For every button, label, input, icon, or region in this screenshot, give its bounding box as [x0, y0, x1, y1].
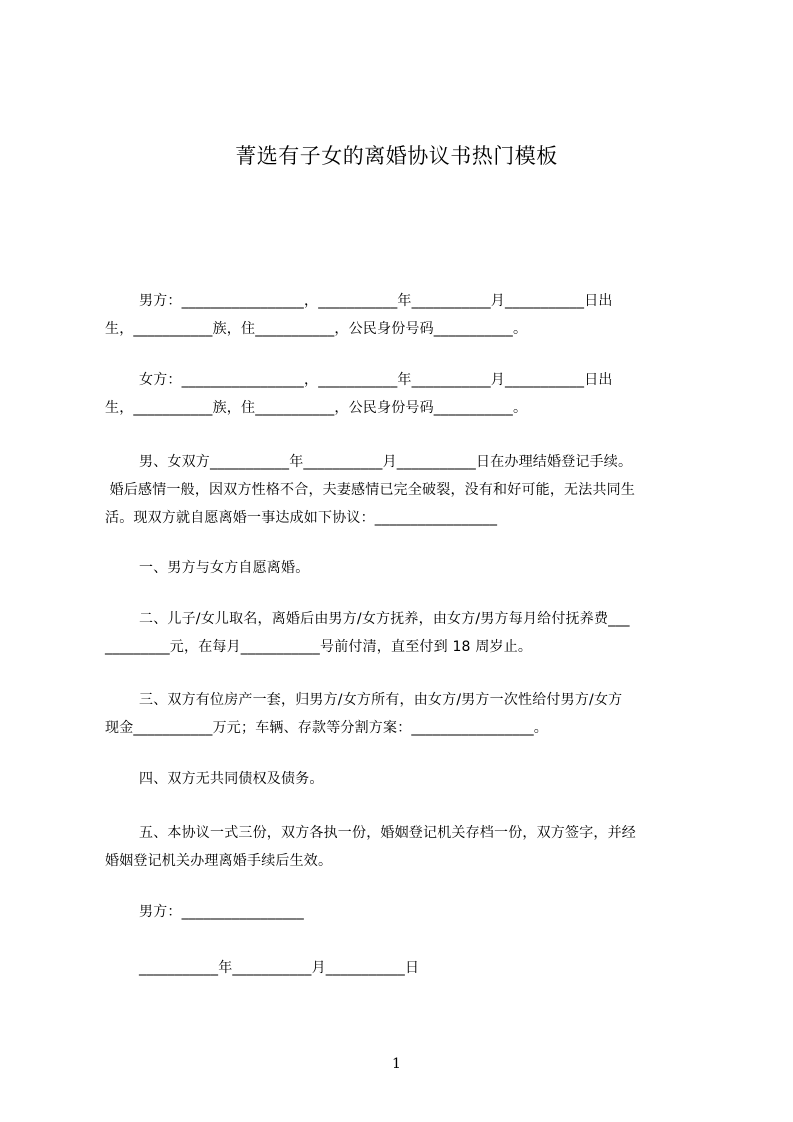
clause-2	[105, 605, 705, 661]
document-title: 菁选有子女的离婚协议书热门模板	[235, 144, 558, 168]
clause-2-line-2: _________元，在每月___________号前付清，直至付到 18 周岁止。	[105, 639, 533, 655]
clause-5	[105, 819, 705, 875]
male-info-paragraph	[105, 287, 705, 343]
female-info-line-2: 生，___________族，住___________，公民身份号码___________。	[105, 400, 528, 416]
signature-block	[105, 898, 705, 926]
page-number: 1	[392, 1056, 401, 1072]
preamble-line-3: 活。现双方就自愿离婚一事达成如下协议：_________________	[105, 510, 498, 526]
signature-date-line: ___________年___________月___________日	[139, 960, 420, 976]
clause-4	[105, 765, 705, 793]
female-info-paragraph	[105, 366, 705, 422]
clause-4-line-1: 四、双方无共同债权及债务。	[139, 771, 324, 787]
signature-date	[105, 954, 705, 982]
preamble-paragraph	[105, 448, 705, 532]
clause-3-line-2: 现金___________万元；车辆、存款等分割方案：_________________。	[105, 720, 548, 736]
clause-5-line-2: 婚姻登记机关办理离婚手续后生效。	[105, 853, 333, 869]
clause-5-line-1: 五、本协议一式三份，双方各执一份，婚姻登记机关存档一份，双方签字，并经	[139, 825, 636, 841]
male-info-line-1: 男方：_________________，___________年___________月___________日出	[139, 293, 613, 309]
signature-label: 男方：_________________	[139, 904, 304, 920]
preamble-line-1: 男、女双方___________年___________月___________日在办理结婚登记手续。	[139, 454, 633, 470]
clause-1-line-1: 一、男方与女方自愿离婚。	[139, 560, 310, 576]
clause-2-line-1: 二、儿子/女儿取名，离婚后由男方/女方抚养，由女方/男方每月给付抚养费___	[139, 611, 630, 627]
clause-1	[105, 554, 705, 582]
preamble-line-2: 婚后感情一般，因双方性格不合，夫妻感情已完全破裂，没有和好可能，无法共同生	[105, 482, 636, 498]
male-info-line-2: 生，___________族，住___________，公民身份号码___________。	[105, 321, 528, 337]
clause-3-line-1: 三、双方有位房产一套，归男方/女方所有，由女方/男方一次性给付男方/女方	[139, 692, 623, 708]
clause-3	[105, 686, 705, 742]
female-info-line-1: 女方：_________________，___________年___________月___________日出	[139, 372, 613, 388]
